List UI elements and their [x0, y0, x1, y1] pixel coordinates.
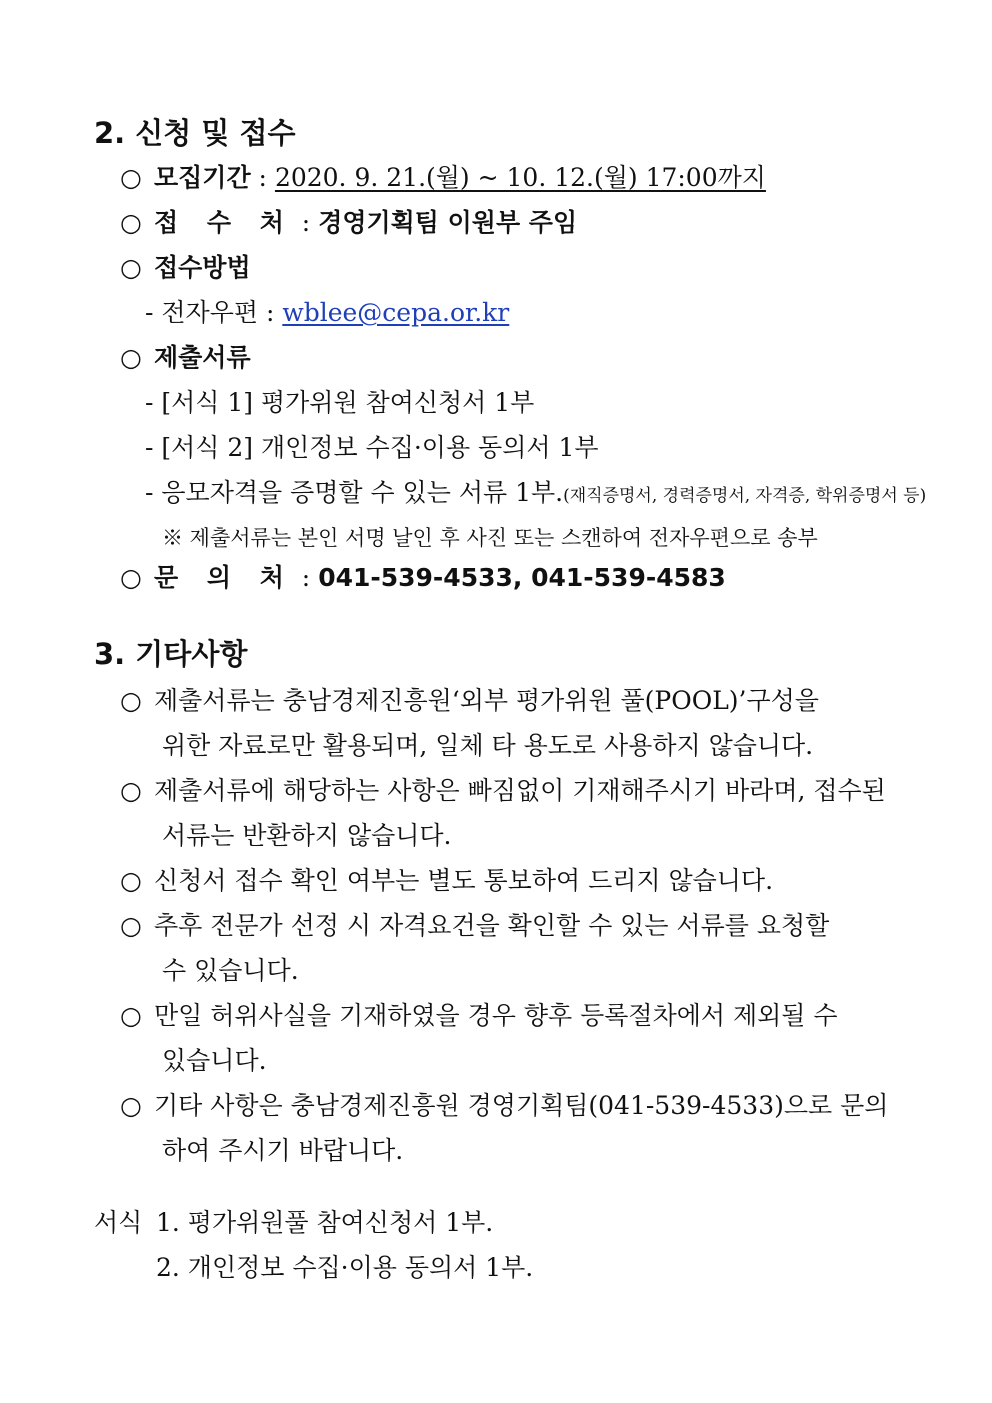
forms-row-1 — [94, 1208, 493, 1238]
period-label: 모집기간 — [154, 163, 251, 192]
email-prefix: - 전자우편 : — [145, 298, 283, 327]
circle-bullet-icon: ○ — [120, 1001, 142, 1030]
circle-bullet-icon: ○ — [120, 253, 142, 282]
place-value: 경영기획팀 이원부 주임 — [318, 208, 578, 237]
period-sep: : — [250, 163, 275, 192]
docs-note: ※ 제출서류는 본인 서명 날인 후 사진 또는 스캔하여 전자우편으로 송부 — [162, 526, 818, 550]
docs-item-2: - [서식 2] 개인정보 수집·이용 동의서 1부 — [145, 433, 599, 462]
circle-bullet-icon: ○ — [120, 563, 142, 592]
circle-bullet-icon: ○ — [120, 866, 142, 895]
contact-value: 041-539-4533, 041-539-4583 — [318, 563, 726, 592]
etc-item-2-line1 — [120, 776, 886, 806]
docs-label: 제출서류 — [154, 343, 251, 372]
etc-item-3-text: 신청서 접수 확인 여부는 별도 통보하여 드리지 않습니다. — [154, 866, 774, 895]
etc-item-5-text: 만일 허위사실을 기재하였을 경우 향후 등록절차에서 제외될 수 — [154, 1001, 838, 1030]
etc-item-5-line2: 있습니다. — [162, 1046, 267, 1075]
place-label: 접 수 처 — [154, 208, 294, 237]
docs-item-3-text: - 응모자격을 증명할 수 있는 서류 1부. — [145, 478, 564, 507]
method-label: 접수방법 — [154, 253, 251, 282]
period-row — [120, 163, 766, 193]
etc-item-2-text: 제출서류에 해당하는 사항은 빠짐없이 기재해주시기 바라며, 접수된 — [154, 776, 886, 805]
docs-item-3 — [145, 478, 926, 511]
circle-bullet-icon: ○ — [120, 343, 142, 372]
etc-item-4-line2: 수 있습니다. — [162, 956, 299, 985]
method-row — [120, 253, 251, 283]
forms-label: 서식 — [94, 1208, 143, 1237]
contact-row — [120, 563, 726, 593]
etc-item-4-text: 추후 전문가 선정 시 자격요건을 확인할 수 있는 서류를 요청할 — [154, 911, 830, 940]
circle-bullet-icon: ○ — [120, 1091, 142, 1120]
etc-item-5-line1 — [120, 1001, 838, 1031]
docs-row — [120, 343, 251, 373]
etc-item-1-text: 제출서류는 충남경제진흥원‘외부 평가위원 풀(POOL)’구성을 — [154, 686, 819, 715]
contact-sep: : — [293, 563, 319, 592]
docs-item-3-note: (재직증명서, 경력증명서, 자격증, 학위증명서 등) — [563, 486, 927, 506]
docs-item-1: - [서식 1] 평가위원 참여신청서 1부 — [145, 388, 535, 417]
email-link[interactable]: wblee@cepa.or.kr — [282, 298, 510, 327]
circle-bullet-icon: ○ — [120, 911, 142, 940]
circle-bullet-icon: ○ — [120, 163, 142, 192]
etc-item-6-text: 기타 사항은 충남경제진흥원 경영기획팀(041-539-4533)으로 문의 — [154, 1091, 889, 1120]
circle-bullet-icon: ○ — [120, 776, 142, 805]
forms-item-1: 1. 평가위원풀 참여신청서 1부. — [156, 1208, 494, 1237]
etc-item-1-line1 — [120, 686, 819, 716]
circle-bullet-icon: ○ — [120, 686, 142, 715]
place-sep: : — [293, 208, 319, 237]
section-2-heading: 2. 신청 및 접수 — [94, 116, 296, 150]
etc-item-4-line1 — [120, 911, 829, 941]
email-row — [145, 298, 509, 328]
place-row — [120, 208, 577, 238]
section-3-heading: 3. 기타사항 — [94, 637, 248, 671]
etc-item-1-line2: 위한 자료로만 활용되며, 일체 타 용도로 사용하지 않습니다. — [162, 731, 814, 760]
etc-item-2-line2: 서류는 반환하지 않습니다. — [162, 821, 452, 850]
period-value: 2020. 9. 21.(월) ~ 10. 12.(월) 17:00까지 — [274, 163, 766, 192]
circle-bullet-icon: ○ — [120, 208, 142, 237]
forms-item-2: 2. 개인정보 수집·이용 동의서 1부. — [156, 1253, 534, 1282]
etc-item-3-line1 — [120, 866, 773, 896]
etc-item-6-line1 — [120, 1091, 888, 1121]
contact-label: 문 의 처 — [154, 563, 294, 592]
etc-item-6-line2: 하여 주시기 바랍니다. — [162, 1136, 404, 1165]
